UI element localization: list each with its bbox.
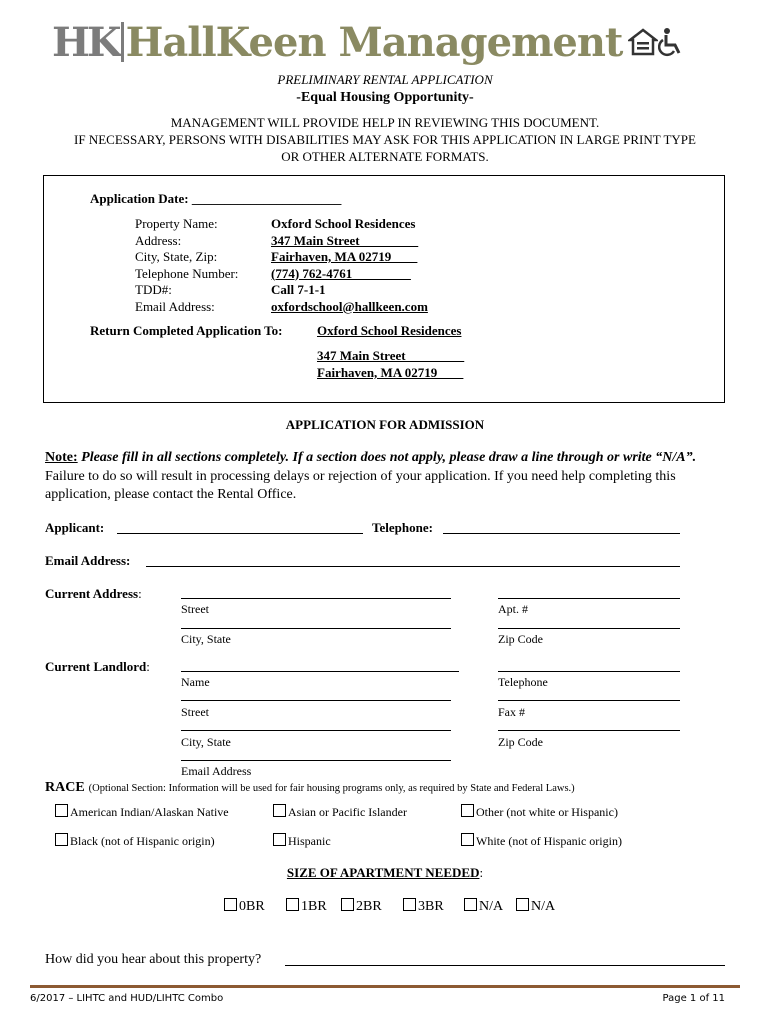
size-option-na-1[interactable]: N/A xyxy=(464,898,503,915)
property-values xyxy=(271,216,428,315)
landlord-city-input[interactable] xyxy=(181,730,451,731)
telephone-input[interactable] xyxy=(443,533,680,534)
checkbox[interactable] xyxy=(461,833,474,846)
email-value[interactable]: oxfordschool@hallkeen.com xyxy=(271,298,428,314)
race-option-other[interactable]: Other (not white or Hispanic) xyxy=(461,804,618,820)
race-label: RACE xyxy=(45,780,85,795)
landlord-email-caption: Email Address xyxy=(181,764,252,778)
telephone-value: (774) 762-4761_________ xyxy=(271,265,411,281)
city-state-input[interactable] xyxy=(181,628,451,629)
landlord-street-input[interactable] xyxy=(181,700,451,701)
race-option-asian[interactable]: Asian or Pacific Islander xyxy=(273,804,407,820)
checkbox[interactable] xyxy=(273,833,286,846)
footer-left: 6/2017 – LIHTC and HUD/LIHTC Combo xyxy=(30,993,224,1004)
landlord-name-caption: Name xyxy=(181,675,210,689)
race-option-black[interactable]: Black (not of Hispanic origin) xyxy=(55,833,215,849)
return-city: Fairhaven, MA 02719____ xyxy=(317,365,464,380)
city-state-zip-label: City, State, Zip: xyxy=(135,249,218,264)
applicant-label: Applicant: xyxy=(45,520,105,535)
telephone-label: Telephone Number: xyxy=(135,265,239,281)
email-field-label: Email Address: xyxy=(45,553,131,568)
note-label: Note: xyxy=(45,450,78,465)
notice-line-1: MANAGEMENT WILL PROVIDE HELP IN REVIEWING THIS DOCUMENT. xyxy=(170,115,600,130)
size-option-3br[interactable]: 3BR xyxy=(403,898,444,915)
equal-housing-icon xyxy=(628,28,658,56)
checkbox[interactable] xyxy=(516,898,529,911)
race-heading xyxy=(45,778,575,796)
checkbox[interactable] xyxy=(55,804,68,817)
city-state-caption: City, State xyxy=(181,632,231,646)
size-option-na-2[interactable]: N/A xyxy=(516,898,555,915)
notice-line-3: OR OTHER ALTERNATE FORMATS. xyxy=(281,149,489,164)
race-note: (Optional Section: Information will be used for fair housing programs only, as required by State and Federal Laws.) xyxy=(88,783,575,794)
landlord-email-input[interactable] xyxy=(181,760,451,761)
property-name-value: Oxford School Residences xyxy=(271,216,416,231)
race-option-white[interactable]: White (not of Hispanic origin) xyxy=(461,833,622,849)
tdd-value: Call 7-1-1 xyxy=(271,282,326,297)
landlord-fax-caption: Fax # xyxy=(498,705,525,719)
checkbox[interactable] xyxy=(55,833,68,846)
email-label: Email Address: xyxy=(135,298,215,314)
race-option-american-indian[interactable]: American Indian/Alaskan Native xyxy=(55,804,229,820)
return-label: Return Completed Application To: xyxy=(90,323,283,338)
city-state-zip-value: Fairhaven, MA 02719____ xyxy=(271,249,418,264)
address-value: 347 Main Street_________ xyxy=(271,232,419,248)
checkbox[interactable] xyxy=(273,804,286,817)
tdd-label: TDD#: xyxy=(135,282,172,297)
checkbox[interactable] xyxy=(341,898,354,911)
form-subtitle: -Equal Housing Opportunity- xyxy=(296,90,474,105)
application-date[interactable]: Application Date: _______________________ xyxy=(90,191,342,206)
note-italic: Please fill in all sections completely. If a section does not apply, please draw a line through or write “N/A”. xyxy=(81,450,697,465)
logo-divider xyxy=(121,22,124,62)
apt-caption: Apt. # xyxy=(498,602,528,616)
checkbox[interactable] xyxy=(461,804,474,817)
landlord-name-input[interactable] xyxy=(181,671,459,672)
email-input[interactable] xyxy=(146,566,680,567)
address-label: Address: xyxy=(135,232,182,248)
notice-line-2: IF NECESSARY, PERSONS WITH DISABILITIES MAY ASK FOR THIS APPLICATION IN LARGE PRINT TYPE xyxy=(74,132,696,147)
page-number: Page 1 of 11 xyxy=(662,993,725,1004)
landlord-fax-input[interactable] xyxy=(498,700,680,701)
footer-rule xyxy=(30,985,740,988)
telephone-field-label: Telephone: xyxy=(372,520,433,535)
property-name-label: Property Name: xyxy=(135,216,218,231)
section-title: APPLICATION FOR ADMISSION xyxy=(285,417,485,432)
checkbox[interactable] xyxy=(464,898,477,911)
hear-about-input[interactable] xyxy=(285,965,725,966)
apt-input[interactable] xyxy=(498,598,680,599)
current-landlord-label: Current Landlord: xyxy=(45,659,150,674)
landlord-telephone-caption: Telephone xyxy=(498,675,548,689)
note-paragraph xyxy=(45,449,735,505)
zip-input[interactable] xyxy=(498,628,680,629)
wheelchair-icon xyxy=(658,27,684,57)
size-option-1br[interactable]: 1BR xyxy=(286,898,327,915)
checkbox[interactable] xyxy=(286,898,299,911)
return-name: Oxford School Residences xyxy=(317,323,462,338)
size-heading: SIZE OF APARTMENT NEEDED: xyxy=(286,865,484,880)
form-title: PRELIMINARY RENTAL APPLICATION xyxy=(277,72,493,87)
logo-name: HallKeen Management xyxy=(125,18,623,66)
logo-hk: HK xyxy=(52,18,119,66)
landlord-zip-input[interactable] xyxy=(498,730,680,731)
zip-caption: Zip Code xyxy=(498,632,543,646)
return-street: 347 Main Street_________ xyxy=(317,348,465,363)
property-labels xyxy=(135,216,238,315)
size-option-0br[interactable]: 0BR xyxy=(224,898,265,915)
size-option-2br[interactable]: 2BR xyxy=(341,898,382,915)
landlord-telephone-input[interactable] xyxy=(498,671,680,672)
note-rest: Failure to do so will result in processing delays or rejection of your application. If you need help completing this application, please contact the Rental Office. xyxy=(45,468,676,502)
landlord-zip-caption: Zip Code xyxy=(498,735,543,749)
landlord-street-caption: Street xyxy=(181,705,209,719)
street-caption: Street xyxy=(181,602,209,616)
landlord-city-caption: City, State xyxy=(181,735,231,749)
current-address-label: Current Address: xyxy=(45,586,142,601)
logo xyxy=(52,12,684,72)
race-option-hispanic[interactable]: Hispanic xyxy=(273,833,331,849)
hear-about-label: How did you hear about this property? xyxy=(45,952,262,967)
checkbox[interactable] xyxy=(224,898,237,911)
street-input[interactable] xyxy=(181,598,451,599)
applicant-input[interactable] xyxy=(117,533,363,534)
checkbox[interactable] xyxy=(403,898,416,911)
